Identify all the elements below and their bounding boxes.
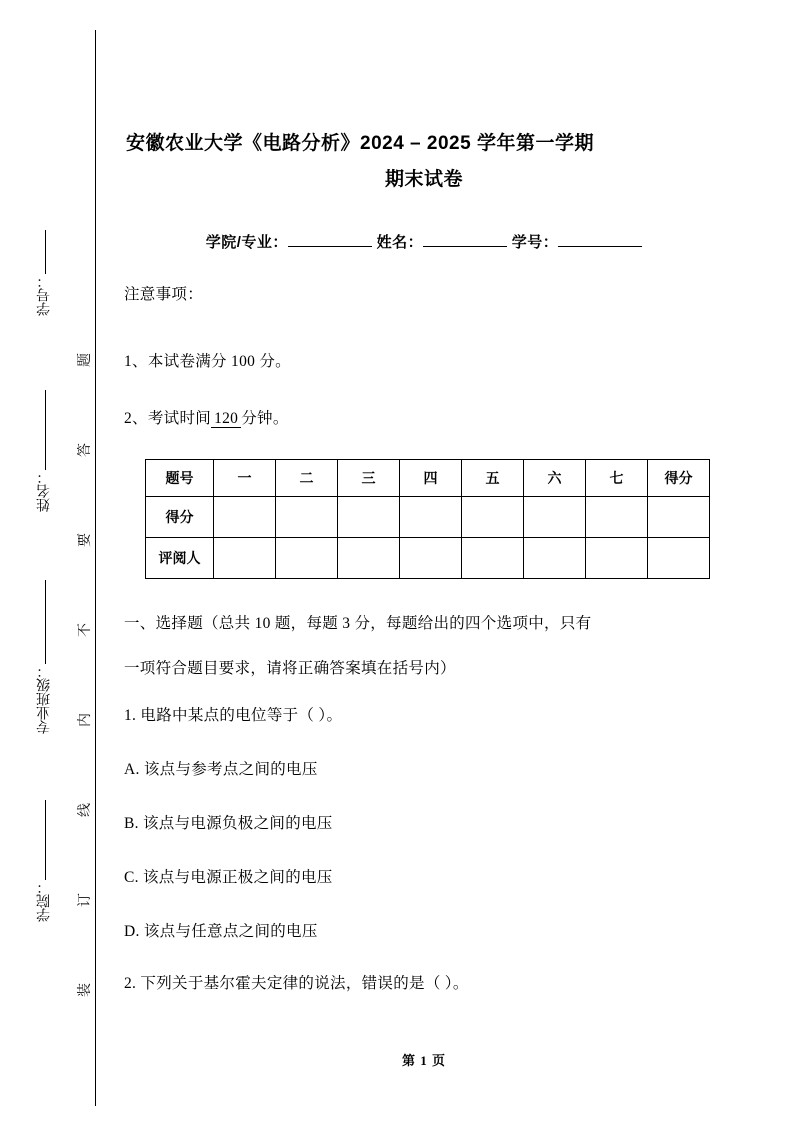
score-cell-0[interactable] [214, 497, 276, 538]
student-info-line [124, 232, 724, 254]
binding-label-class: 专业班级： [37, 664, 52, 734]
score-table-rowhead-0: 题号 [146, 460, 214, 497]
page-title-line1: 安徽农业大学《电路分析》2024 – 2025 学年第一学期 [126, 133, 594, 154]
score-table-rowhead-2: 评阅人 [146, 538, 214, 579]
seal-char-2: 要 [78, 533, 93, 547]
score-table-col-6: 七 [586, 460, 648, 497]
score-table [145, 459, 710, 579]
seal-char-6: 订 [78, 893, 93, 907]
table-row-header [146, 460, 710, 497]
grader-cell-6[interactable] [586, 538, 648, 579]
binding-rule-class [45, 580, 46, 664]
binding-label-student-id: 学号： [37, 274, 52, 316]
page-title [124, 126, 724, 198]
seal-char-0: 题 [78, 353, 93, 367]
question-2-stem [124, 970, 724, 997]
score-table-rowhead-1: 得分 [146, 497, 214, 538]
score-table-col-4: 五 [462, 460, 524, 497]
score-cell-5[interactable] [524, 497, 586, 538]
college-major-blank[interactable] [288, 233, 372, 247]
notice-item-2-prefix: 2、考试时间 [124, 410, 212, 427]
name-blank[interactable] [423, 233, 507, 247]
question-1-option-d[interactable]: D. 该点与任意点之间的电压 [124, 923, 318, 940]
seal-char-3: 不 [78, 623, 93, 637]
college-major-label: 学院/专业： [205, 234, 288, 251]
score-table-wrapper [145, 459, 710, 579]
binding-seal-column [72, 350, 96, 1030]
notice-item-1: 1、本试卷满分 100 分。 [124, 353, 291, 370]
question-1-option-a[interactable]: A. 该点与参考点之间的电压 [124, 761, 318, 778]
score-table-col-2: 三 [338, 460, 400, 497]
seal-char-4: 内 [78, 713, 93, 727]
score-cell-2[interactable] [338, 497, 400, 538]
seal-char-1: 答 [78, 443, 93, 457]
binding-rule-name [45, 390, 46, 470]
grader-cell-0[interactable] [214, 538, 276, 579]
page-footer: 第 1 页 [401, 1053, 446, 1068]
seal-char-5: 线 [78, 803, 93, 817]
question-1-option-b[interactable]: B. 该点与电源负极之间的电压 [124, 815, 333, 832]
binding-sidebar [0, 0, 96, 1122]
question-1-option-c[interactable]: C. 该点与电源正极之间的电压 [124, 869, 333, 886]
grader-cell-7[interactable] [648, 538, 710, 579]
score-table-col-3: 四 [400, 460, 462, 497]
binding-rule-student-id [45, 230, 46, 274]
question-1-stem [124, 702, 724, 729]
notice-heading: 注意事项： [124, 286, 204, 303]
binding-field-name [28, 390, 62, 512]
score-table-col-0: 一 [214, 460, 276, 497]
score-cell-3[interactable] [400, 497, 462, 538]
table-row-score [146, 497, 710, 538]
grader-cell-1[interactable] [276, 538, 338, 579]
grader-cell-4[interactable] [462, 538, 524, 579]
seal-char-7: 装 [78, 983, 93, 997]
score-cell-4[interactable] [462, 497, 524, 538]
section-one-heading-line1: 一、选择题（总共 10 题，每题 3 分，每题给出的四个选项中，只有 [124, 615, 592, 632]
score-cell-6[interactable] [586, 497, 648, 538]
name-label: 姓名： [376, 234, 424, 251]
grader-cell-5[interactable] [524, 538, 586, 579]
binding-field-college [28, 800, 62, 922]
student-id-label: 学号： [511, 234, 559, 251]
question-1-number: 1. [124, 707, 137, 724]
score-table-col-5: 六 [524, 460, 586, 497]
binding-rule-college [45, 800, 46, 880]
exam-paper-body [124, 0, 724, 1122]
binding-field-student-id [28, 230, 62, 316]
binding-label-name: 姓名： [37, 470, 52, 512]
question-1-text: 电路中某点的电位等于（ ）。 [140, 707, 343, 724]
section-one-heading-line2: 一项符合题目要求，请将正确答案填在括号内） [124, 660, 456, 677]
score-cell-7[interactable] [648, 497, 710, 538]
grader-cell-3[interactable] [400, 538, 462, 579]
question-2-number: 2. [124, 975, 137, 992]
exam-duration-value: 120 [211, 410, 241, 428]
page-title-line2: 期末试卷 [384, 169, 463, 190]
notice-item-2-suffix: 分钟。 [241, 410, 289, 427]
student-id-blank[interactable] [558, 233, 642, 247]
notice-item-2 [124, 405, 724, 432]
score-cell-1[interactable] [276, 497, 338, 538]
binding-field-class [28, 580, 62, 734]
binding-label-college: 学院： [37, 880, 52, 922]
score-table-col-7: 得分 [648, 460, 710, 497]
binding-student-info-column [28, 230, 62, 990]
question-2-text: 下列关于基尔霍夫定律的说法，错误的是（ ）。 [140, 975, 469, 992]
score-table-col-1: 二 [276, 460, 338, 497]
grader-cell-2[interactable] [338, 538, 400, 579]
table-row-grader [146, 538, 710, 579]
